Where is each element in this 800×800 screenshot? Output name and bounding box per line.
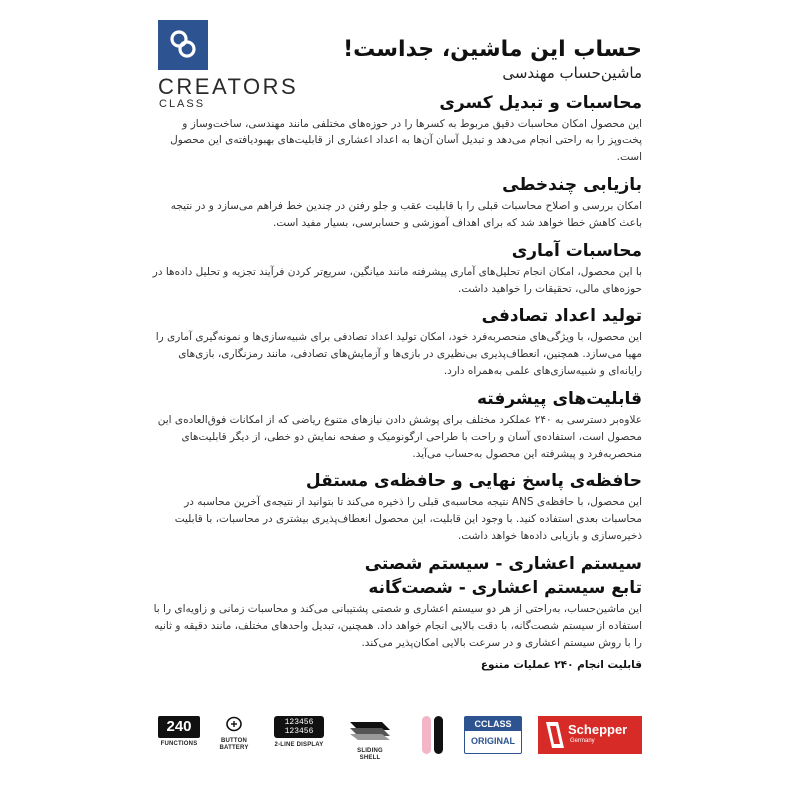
- footnote: قابلیت انجام ۲۴۰ عملیات متنوع: [480, 659, 642, 672]
- section-title: سیستم اعشاری - سیستم شصتی: [364, 553, 642, 574]
- original-label: ORIGINAL: [471, 736, 515, 746]
- cclass-label: CCLASS: [465, 717, 521, 731]
- section-body: این محصول، با ویژگی‌های منحصربه‌فرد خود، امکان تولید اعداد تصادفی برای شبیه‌سازی‌ها و نمونه‌گیری آماری را مهیا می‌سازد. همچنین، انعطاف‌پذیری بی‌نظیری در بازی‌ها و آزمایش‌های تصادفی، مانند رمزنگاری، بازی‌های رایانه‌ای و شبیه‌سازی‌های علمی به‌همراه دارد.: [155, 331, 642, 378]
- display-label: 2-LINE DISPLAY: [274, 742, 324, 748]
- section-fraction: [152, 92, 642, 166]
- battery-label-2: BATTERY: [219, 744, 249, 751]
- schepper-name: Schepper: [568, 722, 628, 737]
- section-random: [152, 305, 642, 379]
- display-screen-icon: [274, 716, 324, 738]
- section-title: محاسبات آماری: [511, 240, 642, 261]
- schepper-country: Germany: [570, 738, 595, 744]
- black-color-swatch: [434, 716, 443, 754]
- section-statistics: [152, 240, 642, 298]
- section-title: تولید اعداد تصادفی: [481, 306, 642, 327]
- section-body: این محصول امکان محاسبات دقیق مربوط به کسرها را در حوزه‌های مختلفی مانند مهندسی، ساخت‌وساز و پخت‌وپز را به راحتی انجام می‌دهد و تبدیل آسان آن‌ها به اعداد اعشاری از قابلیت‌های بهبودیافته‌ی این محصول است.: [170, 117, 642, 164]
- color-options: [420, 716, 446, 756]
- content: [152, 36, 642, 671]
- section-title: بازیابی چندخطی: [502, 174, 642, 195]
- brand-sub: CLASS: [159, 98, 206, 110]
- section-body: علاوه‌بر دسترسی به ۲۴۰ عملکرد مختلف برای پوشش دادن نیازهای متنوع ریاضی که از امکانات فوق‌العاده‌ی این محصول است، استفاده‌ی آسان و راحت با طراحی ارگونومیک و صفحه نمایش دو خطی، از دیگر قابلیت‌های منحصربه‌فرد و پیشرفته این محصول به‌حساب می‌آید.: [157, 413, 642, 460]
- section-body: امکان بررسی و اصلاح محاسبات قبلی را با قابلیت عقب و جلو رفتن در چندین خط فراهم می‌سازد و در نتیجه باعث کاهش خطا خواهد شد که برای اهداف آموزشی و حسابرسی، بسیار مفید است.: [170, 200, 642, 229]
- section-advanced: [152, 388, 642, 462]
- sliding-shell-icon: [346, 716, 394, 742]
- cclass-original-badge: [464, 716, 522, 754]
- page-subtitle: ماشین‌حساب مهندسی: [502, 63, 642, 82]
- section-body: با این محصول، امکان انجام تحلیل‌های آماری پیشرفته مانند میانگین، سریع‌تر کردن فرآیند تجزیه و تحلیل داده‌ها در حوزه‌های مالی، تحقیقات را خواهید داشت.: [152, 265, 642, 295]
- schepper-logo-icon: [544, 720, 566, 750]
- shell-badge: [346, 716, 394, 761]
- section-body: این محصول، با حافظه‌ی ANS نتیجه محاسبه‌ی قبلی را ذخیره می‌کند تا بتوانید از نتیجه‌ی آخرین محاسبه در محاسبات بعدی استفاده کنید. با وجود این قابلیت، این محصول انعطاف‌پذیری بیشتری در محاسبات، با قابلیت ذخیره‌سازی و بازیابی داده‌ها خواهد داشت.: [174, 496, 642, 543]
- section-memory: [152, 470, 642, 544]
- section-title: قابلیت‌های پیشرفته: [476, 388, 642, 409]
- feature-icons: [158, 716, 642, 760]
- section-multiline-replay: [152, 174, 642, 232]
- page-title: حساب این ماشین، جداست!: [343, 37, 642, 62]
- display-line-1: 123456: [284, 718, 314, 727]
- shell-label: SLIDING SHELL: [357, 748, 383, 761]
- button-battery-icon: [214, 716, 254, 732]
- brand-name: CREATORS: [158, 74, 299, 99]
- functions-label: FUNCTIONS: [160, 741, 198, 747]
- section-body: این ماشین‌حساب، به‌راحتی از هر دو سیستم اعشاری و شصتی پشتیبانی می‌کند و محاسبات زمانی و زاویه‌ای را با استفاده از سیستم شصت‌گانه، با دقت بالایی انجام خواهد داد. همچنین، تبدیل واحدهای مختلف، مانند دقیقه و ثانیه را با روش سیستم اعشاری و در سرعت بالایی امکان‌پذیر می‌کند.: [153, 603, 642, 649]
- section-title: محاسبات و تبدیل کسری: [439, 92, 642, 113]
- functions-badge: [158, 716, 200, 748]
- display-badge: [274, 716, 324, 749]
- section-sexagesimal: [152, 553, 642, 652]
- section-title-2: تابع سیستم اعشاری - شصت‌گانه: [368, 577, 642, 598]
- display-line-2: 123456: [284, 727, 314, 736]
- section-title: حافظه‌ی پاسخ نهایی و حافظه‌ی مستقل: [305, 471, 642, 492]
- schepper-badge: [538, 716, 642, 754]
- battery-badge: [214, 716, 254, 751]
- battery-label-1: BUTTON: [220, 738, 248, 744]
- pink-color-swatch: [422, 716, 431, 754]
- functions-number: 240: [158, 716, 200, 738]
